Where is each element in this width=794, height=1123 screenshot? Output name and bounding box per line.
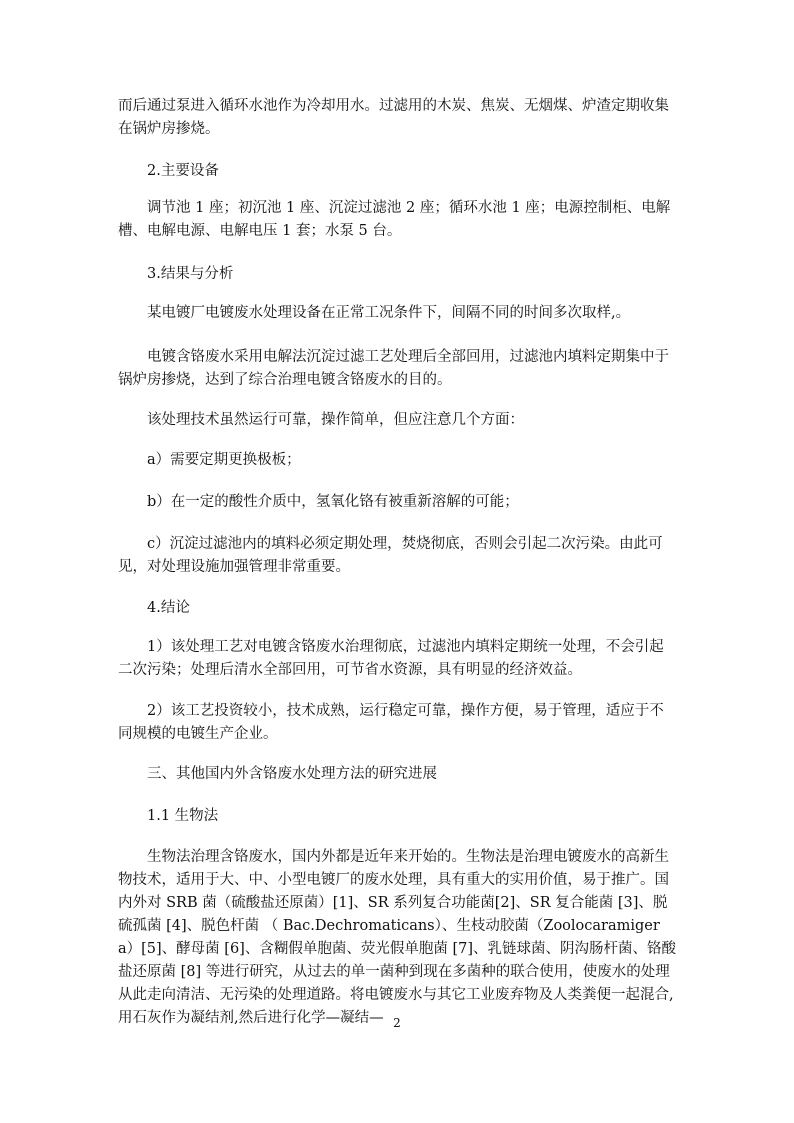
heading-conclusion: 4.结论 xyxy=(147,600,190,616)
paragraph-biological-method: 生物法治理含铬废水，国内外都是近年来开始的。生物法是治理电镀废水的高新生物技术，适用于大、中、小型电镀厂的废水处理，具有重大的实用价值，易于推广。国内外对 SRB 菌（硫酸盐还原菌）[1]、SR 系列复合功能菌[2]、SR 复合能菌 [3]、脱硫孤菌 [4]、脱色杆菌 （ Bac.Dechromaticans）、生枝动胶菌（Zoolocaramiger a）[5]、酵母菌 [6]、含糊假单胞菌、荧光假单胞菌 [7]、乳链球菌、阴沟肠杆菌、铬酸盐还原菌 [8] 等进行研究，从过去的单一菌种到现在多菌种的联合使用，使废水的处理从此走向清洁、无污染的处理道路。将电镀废水与其它工业废弃物及人类粪便一起混合,用石灰作为凝结剂,然后进行化学—凝结— xyxy=(118,849,676,1026)
list-item-b: b）在一定的酸性介质中，氢氧化铬有被重新溶解的可能； xyxy=(147,494,519,510)
paragraph-equipment-list: 调节池 1 座；初沉池 1 座、沉淀过滤池 2 座；循环水池 1 座；电源控制柜、电解槽、电解电源、电解电压 1 套；水泵 5 台。 xyxy=(118,200,671,239)
paragraph-filtration-recycle: 而后通过泵进入循环水池作为冷却用水。过滤用的木炭、焦炭、无烟煤、炉渣定期收集在锅炉房掺烧。 xyxy=(118,98,669,137)
paragraph-conclusion-1: 1）该处理工艺对电镀含铬废水治理彻底，过滤池内填料定期统一处理，不会引起二次污染；处理后清水全部回用，可节省水资源，具有明显的经济效益。 xyxy=(118,639,664,678)
list-item-a: a）需要定期更换极板； xyxy=(147,452,301,468)
paragraph-results-process: 电镀含铬废水采用电解法沉淀过滤工艺处理后全部回用，过滤池内填料定期集中于锅炉房掺烧，达到了综合治理电镀含铬废水的目的。 xyxy=(118,349,669,388)
paragraph-conclusion-2: 2）该工艺投资较小，技术成熟，运行稳定可靠，操作方便，易于管理，适应于不同规模的电镀生产企业。 xyxy=(118,703,664,742)
heading-biological-method: 1.1 生物法 xyxy=(147,808,219,824)
heading-section-three: 三、其他国内外含铬废水处理方法的研究进展 xyxy=(147,766,437,782)
paragraph-results-notes: 该处理技术虽然运行可靠，操作简单，但应注意几个方面： xyxy=(147,412,524,428)
page-number: 2 xyxy=(393,1016,401,1030)
heading-results-analysis: 3.结果与分析 xyxy=(147,266,234,282)
list-item-c: c）沉淀过滤池内的填料必须定期处理，焚烧彻底，否则会引起二次污染。由此可见，对处理设施加强管理非常重要。 xyxy=(118,536,663,575)
paragraph-results-sampling: 某电镀厂电镀废水处理设备在正常工况条件下，间隔不同的时间多次取样,。 xyxy=(147,305,631,321)
heading-main-equipment: 2.主要设备 xyxy=(147,163,219,179)
